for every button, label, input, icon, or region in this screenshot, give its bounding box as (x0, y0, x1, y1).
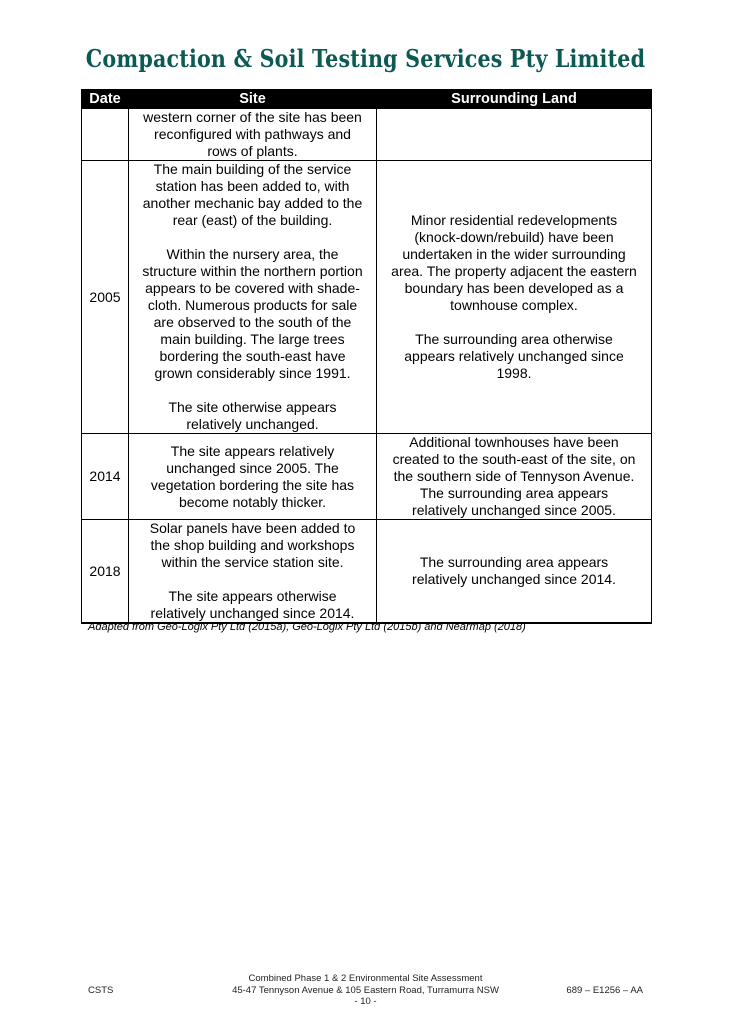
site-cell-text: Solar panels have been added to the shop building and workshops within the service station site. The site appears otherwise relatively unchanged since 2014. (149, 520, 356, 621)
site-cell-text: The site appears relatively unchanged since 2005. The vegetation bordering the site has become notably thicker. (150, 442, 355, 510)
footer-report-title: Combined Phase 1 & 2 Environmental Site Assessment (248, 973, 483, 984)
footer-page-number: - 10 - (354, 996, 377, 1007)
site-cell (129, 109, 377, 161)
table-header-row (82, 90, 652, 109)
date-cell: 2014 (82, 434, 129, 520)
surrounding-cell (377, 520, 652, 624)
date-cell: 2018 (82, 520, 129, 624)
surrounding-cell (377, 161, 652, 434)
table-row (82, 520, 652, 624)
table-row (82, 434, 652, 520)
site-cell-text: The main building of the service station has been added to, with another mechanic bay added to the rear (east) of the building. Within the nursery area, the structure within the northern portion appears to be covered with shade- cloth. Numerous products for sale are observed to the south of the main building. The large trees bordering the south-east have grown considerably since 1991. The site otherwise appears relatively unchanged. (142, 161, 363, 432)
surrounding-cell (377, 434, 652, 520)
surrounding-cell-text: Additional townhouses have been created to the south-east of the site, on the southern side of Tennyson Avenue. The surrounding area appears relatively unchanged since 2005. (392, 434, 636, 518)
site-cell (129, 520, 377, 624)
column-header-surrounding-land: Surrounding Land (377, 90, 652, 109)
table-row (82, 161, 652, 434)
footer-site-address: 45-47 Tennyson Avenue & 105 Eastern Road, Turramurra NSW (232, 984, 499, 996)
date-cell (82, 109, 129, 161)
footer-report-reference: 689 – E1256 – AA (566, 985, 643, 996)
column-header-date: Date (82, 90, 129, 109)
site-cell (129, 434, 377, 520)
site-history-table (81, 89, 652, 624)
date-cell: 2005 (82, 161, 129, 434)
footer-company-abbreviation: CSTS (88, 985, 114, 996)
company-name-title: Compaction & Soil Testing Services Pty Limited (85, 44, 646, 73)
surrounding-cell-text: Minor residential redevelopments (knock-down/rebuild) have been undertaken in the wider surrounding area. The property adjacent the eastern boundary has been developed as a townhouse complex. The surrounding area otherwise appears relatively unchanged since 1998. (391, 212, 637, 381)
site-cell (129, 161, 377, 434)
site-cell-text: western corner of the site has been reconfigured with pathways and rows of plants. (143, 109, 362, 159)
surrounding-cell-text: The surrounding area appears relatively unchanged since 2014. (412, 554, 616, 587)
table-source-caption: Adapted from Geo-Logix Pty Ltd (2015a), Geo-Logix Pty Ltd (2015b) and Nearmap (2018) (88, 621, 526, 633)
column-header-site: Site (129, 90, 377, 109)
table-row (82, 109, 652, 161)
surrounding-cell (377, 109, 652, 161)
